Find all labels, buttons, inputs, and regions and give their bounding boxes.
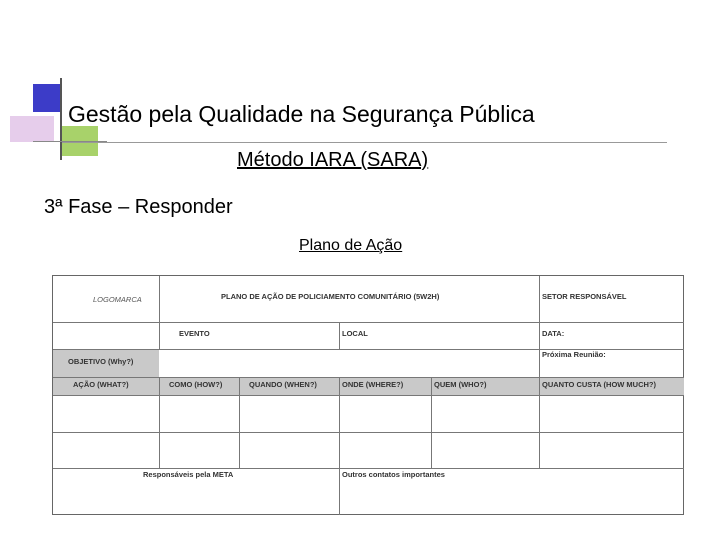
phase-label: 3ª Fase – Responder [44, 196, 233, 218]
col-divider [159, 276, 160, 349]
column-header: COMO (HOW?) [169, 380, 223, 389]
row-divider [53, 395, 684, 396]
column-header: AÇÃO (WHAT?) [73, 380, 129, 389]
other-contacts-label: Outros contatos importantes [342, 470, 445, 479]
slide-title: Gestão pela Qualidade na Segurança Pública [68, 101, 535, 127]
sector-label: SETOR RESPONSÁVEL [542, 292, 627, 301]
next-meeting-label: Próxima Reunião: [542, 350, 606, 359]
date-label: DATA: [542, 329, 565, 338]
logo-square-blue [33, 84, 61, 112]
row-divider [53, 322, 684, 323]
col-divider [159, 377, 160, 468]
column-header: QUEM (WHO?) [434, 380, 487, 389]
event-label: EVENTO [179, 329, 210, 338]
action-plan-form [52, 275, 684, 515]
col-divider [431, 377, 432, 468]
logo-vertical-line [60, 78, 62, 160]
location-label: LOCAL [342, 329, 368, 338]
col-divider [339, 377, 340, 515]
col-divider [539, 276, 540, 468]
row-divider [53, 432, 684, 433]
logo-square-pink [10, 116, 54, 142]
title-rule [62, 142, 667, 143]
goal-responsibles-label: Responsáveis pela META [143, 470, 234, 479]
column-header: QUANTO CUSTA (HOW MUCH?) [542, 380, 657, 389]
col-divider [239, 377, 240, 468]
plan-title: Plano de Ação [299, 237, 403, 254]
method-subtitle: Método IARA (SARA) [237, 149, 429, 171]
col-divider [339, 322, 340, 349]
plan-heading: PLANO DE AÇÃO DE POLICIAMENTO COMUNITÁRIO (5W2H) [221, 292, 440, 301]
row-divider [53, 377, 684, 378]
column-header: ONDE (WHERE?) [342, 380, 404, 389]
row-divider [53, 468, 684, 469]
objective-label: OBJETIVO (Why?) [68, 357, 134, 366]
logo-placeholder: LOGOMARCA [93, 295, 142, 304]
column-header: QUANDO (WHEN?) [249, 380, 317, 389]
